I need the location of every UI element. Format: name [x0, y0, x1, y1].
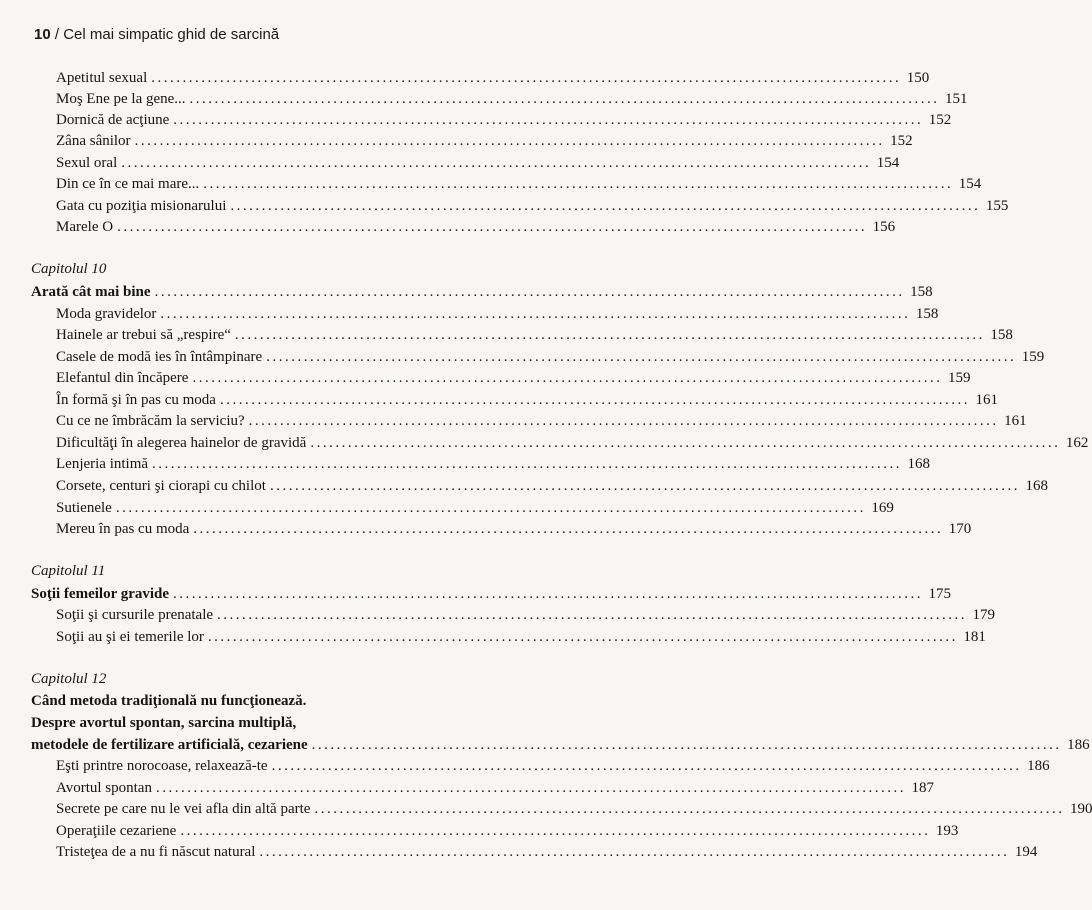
- toc-entry-title: Casele de modă ies în întâmpinare: [56, 349, 263, 365]
- toc-entry: [56, 216, 896, 238]
- toc-entry: [56, 346, 1045, 368]
- toc-entry: [56, 475, 1048, 497]
- toc-entry-page: 150: [906, 70, 930, 86]
- toc-entry-page: 161: [1004, 413, 1027, 429]
- toc-entry: [56, 367, 971, 389]
- dot-leader: ........................................................................................................................: [193, 521, 944, 537]
- toc-entry-title: Secrete pe care nu le vei afla din altă parte: [56, 801, 311, 817]
- dot-leader: ........................................................................................................................: [189, 91, 940, 107]
- toc-entry-title: Cu ce ne îmbrăcăm la serviciu?: [56, 413, 245, 429]
- toc-entry: [56, 497, 894, 519]
- chapter-heading-line: Despre avortul spontan, sarcina multiplă,: [31, 715, 297, 731]
- dot-leader: ........................................................................................................................: [155, 780, 906, 796]
- toc-entry-title: Sexul oral: [56, 155, 118, 171]
- chapter-heading-line: Când metoda tradiţională nu funcţionează.: [31, 693, 307, 709]
- toc-entry-page: 151: [945, 91, 968, 107]
- chapter-main-entry: [31, 281, 933, 303]
- dot-leader: ........................................................................................................................: [234, 327, 985, 343]
- dot-leader: ........................................................................................................................: [259, 844, 1010, 860]
- toc-entry: [56, 755, 1050, 777]
- toc-entry-title: Hainele ar trebui să „respire“: [56, 327, 231, 343]
- toc-entry: [56, 453, 931, 475]
- toc-entry-page: 169: [871, 500, 894, 516]
- toc-entry-page: 181: [963, 629, 986, 645]
- dot-leader: ........................................................................................................................: [217, 607, 968, 623]
- dot-leader: ........................................................................................................................: [310, 435, 1061, 451]
- toc-entry-title: În formă şi în pas cu moda: [56, 392, 216, 408]
- dot-leader: ........................................................................................................................: [311, 737, 1062, 753]
- toc-entry-page: 193: [935, 823, 959, 839]
- toc-entry-page: 162: [1065, 435, 1089, 451]
- toc-entry-title: Soţii şi cursurile prenatale: [56, 607, 214, 623]
- toc-entry-title: Apetitul sexual: [56, 70, 148, 86]
- toc-entry-page: 159: [947, 370, 971, 386]
- dot-leader: ........................................................................................................................: [117, 219, 868, 235]
- toc-entry-page: 179: [972, 607, 996, 623]
- dot-leader: ........................................................................................................................: [154, 284, 905, 300]
- toc-entry-page: 156: [872, 219, 896, 235]
- toc-entry: [56, 303, 939, 325]
- toc-entry: [56, 324, 1013, 346]
- toc-entry-title: metodele de fertilizare artificială, cezariene: [31, 737, 308, 753]
- toc-entry-page: 155: [985, 198, 1009, 214]
- toc-entry-page: 190: [1069, 801, 1092, 817]
- toc-entry: [56, 841, 1038, 863]
- dot-leader: ........................................................................................................................: [121, 155, 872, 171]
- toc-entry-title: Avortul spontan: [56, 780, 152, 796]
- toc-entry: [56, 798, 1092, 820]
- dot-leader: ........................................................................................................................: [248, 413, 999, 429]
- chapter-main-entry: [31, 734, 1090, 756]
- toc-entry: [56, 88, 968, 110]
- dot-leader: ........................................................................................................................: [271, 758, 1022, 774]
- dot-leader: ........................................................................................................................: [115, 500, 866, 516]
- dot-leader: ........................................................................................................................: [152, 456, 903, 472]
- dot-leader: ........................................................................................................................: [151, 70, 902, 86]
- page-number: 10: [34, 26, 51, 43]
- dot-leader: ........................................................................................................................: [173, 586, 924, 602]
- toc-entry-page: 158: [910, 284, 933, 300]
- dot-leader: ........................................................................................................................: [180, 823, 931, 839]
- header-separator: /: [54, 26, 60, 43]
- toc-entry: [56, 432, 1089, 454]
- dot-leader: ........................................................................................................................: [314, 801, 1065, 817]
- dot-leader: ........................................................................................................................: [173, 112, 924, 128]
- toc-entry-title: Lenjeria intimă: [56, 456, 149, 472]
- toc-entry-title: Moda gravidelor: [56, 306, 157, 322]
- toc-entry-title: Mereu în pas cu moda: [56, 521, 190, 537]
- toc-entry-page: 175: [928, 586, 952, 602]
- chapter-label: Capitolul 10: [31, 261, 107, 277]
- toc-entry-page: 154: [958, 176, 982, 192]
- toc-entry: [56, 626, 986, 648]
- toc-entry: [56, 173, 982, 195]
- toc-entry: [56, 820, 959, 842]
- toc-entry-page: 159: [1021, 349, 1045, 365]
- toc-entry-title: Marele O: [56, 219, 114, 235]
- toc-entry: [56, 195, 1009, 217]
- toc-entry-title: Dificultăţi în alegerea hainelor de gravidă: [56, 435, 307, 451]
- toc-entry-title: Gata cu poziţia misionarului: [56, 198, 227, 214]
- toc-entry-title: Arată cât mai bine: [31, 284, 151, 300]
- toc-entry-page: 168: [1025, 478, 1048, 494]
- dot-leader: ........................................................................................................................: [207, 629, 958, 645]
- toc-entry: [56, 152, 900, 174]
- toc-entry-title: Moş Ene pe la gene...: [56, 91, 186, 107]
- toc-entry: [56, 518, 972, 540]
- toc-entry-title: Din ce în ce mai mare...: [56, 176, 200, 192]
- toc-entry: [56, 67, 930, 89]
- toc-entry-page: 154: [876, 155, 900, 171]
- toc-entry-page: 170: [948, 521, 972, 537]
- toc-entry: [56, 130, 913, 152]
- chapter-label: Capitolul 12: [31, 671, 107, 687]
- toc-entry-page: 194: [1014, 844, 1038, 860]
- dot-leader: ........................................................................................................................: [230, 198, 981, 214]
- chapter-label: Capitolul 11: [31, 563, 106, 579]
- dot-leader: ........................................................................................................................: [160, 306, 911, 322]
- dot-leader: ........................................................................................................................: [266, 349, 1017, 365]
- toc-entry: [56, 604, 996, 626]
- toc-entry-page: 186: [1027, 758, 1050, 774]
- toc-entry: [56, 777, 934, 799]
- toc-entry-page: 152: [890, 133, 913, 149]
- toc-entry-title: Dornică de acţiune: [56, 112, 170, 128]
- toc-entry-page: 158: [915, 306, 939, 322]
- dot-leader: ........................................................................................................................: [134, 133, 885, 149]
- dot-leader: ........................................................................................................................: [269, 478, 1020, 494]
- running-header: [34, 26, 279, 43]
- toc-entry: [56, 109, 952, 131]
- dot-leader: ........................................................................................................................: [192, 370, 943, 386]
- toc-entry-title: Corsete, centuri şi ciorapi cu chilot: [56, 478, 266, 494]
- book-title: Cel mai simpatic ghid de sarcină: [63, 26, 280, 43]
- toc-entry-title: Eşti printre norocoase, relaxează-te: [56, 758, 268, 774]
- toc-entry-page: 186: [1067, 737, 1090, 753]
- toc-entry-page: 152: [928, 112, 952, 128]
- toc-entry-title: Operaţiile cezariene: [56, 823, 177, 839]
- dot-leader: ........................................................................................................................: [203, 176, 954, 192]
- toc-entry-title: Zâna sânilor: [56, 133, 131, 149]
- toc-entry-title: Soţii femeilor gravide: [31, 586, 170, 602]
- toc-entry-page: 161: [975, 392, 998, 408]
- dot-leader: ........................................................................................................................: [219, 392, 970, 408]
- toc-entry: [56, 389, 998, 411]
- toc-entry-title: Elefantul din încăpere: [56, 370, 189, 386]
- toc-entry-page: 168: [907, 456, 931, 472]
- toc-entry-title: Tristeţea de a nu fi născut natural: [56, 844, 256, 860]
- toc-entry-page: 158: [990, 327, 1013, 343]
- toc-entry: [56, 410, 1027, 432]
- toc-entry-title: Soţii au şi ei temerile lor: [56, 629, 204, 645]
- toc-entry-title: Sutienele: [56, 500, 112, 516]
- toc-entry-page: 187: [911, 780, 934, 796]
- chapter-main-entry: [31, 583, 952, 605]
